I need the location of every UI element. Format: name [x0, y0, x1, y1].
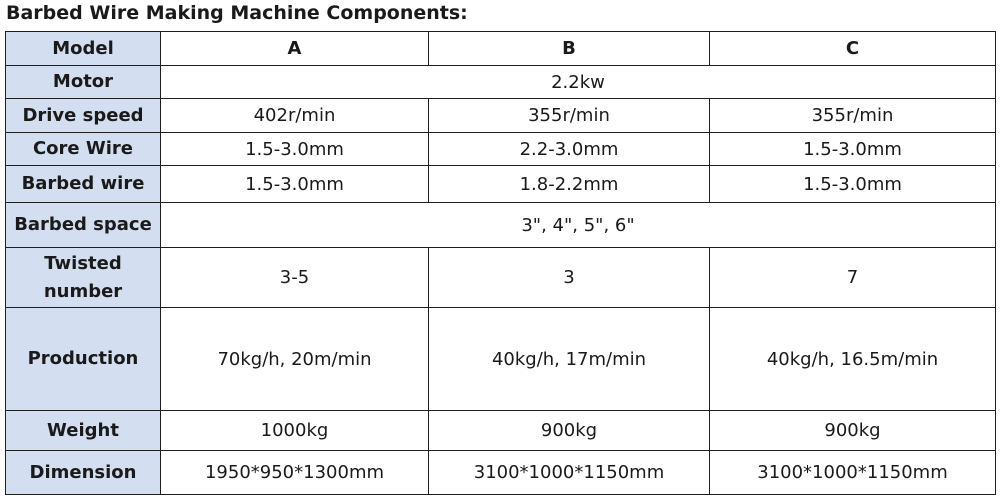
cell-core-wire-c: 1.5-3.0mm [710, 133, 996, 166]
cell-drive-speed-a: 402r/min [161, 99, 429, 133]
cell-production-b: 40kg/h, 17m/min [429, 308, 710, 411]
cell-barbed-wire-a: 1.5-3.0mm [161, 166, 429, 203]
cell-production-c: 40kg/h, 16.5m/min [710, 308, 996, 411]
row-label-model: Model [6, 32, 161, 66]
cell-barbed-wire-b: 1.8-2.2mm [429, 166, 710, 203]
page-title: Barbed Wire Making Machine Components: [6, 2, 468, 24]
cell-twisted-number-b: 3 [429, 248, 710, 308]
table-row-drive-speed [6, 99, 996, 133]
row-label-core-wire: Core Wire [6, 133, 161, 166]
cell-drive-speed-b: 355r/min [429, 99, 710, 133]
table-row-motor [6, 66, 996, 99]
row-label-twisted-number [6, 248, 161, 308]
row-label-production: Production [6, 308, 161, 411]
table-row-twisted-number [6, 248, 996, 308]
cell-twisted-number-a: 3-5 [161, 248, 429, 308]
row-label-drive-speed: Drive speed [6, 99, 161, 133]
table-row-barbed-space [6, 203, 996, 248]
cell-dimension-a: 1950*950*1300mm [161, 451, 429, 495]
table-row-core-wire [6, 133, 996, 166]
cell-drive-speed-c: 355r/min [710, 99, 996, 133]
cell-production-a: 70kg/h, 20m/min [161, 308, 429, 411]
row-label-twisted-line2: number [43, 280, 123, 302]
row-label-motor: Motor [6, 66, 161, 99]
table-row-production [6, 308, 996, 411]
cell-dimension-b: 3100*1000*1150mm [429, 451, 710, 495]
table-row-model [6, 32, 996, 66]
row-label-twisted-line1: Twisted [44, 252, 122, 274]
spec-table [5, 31, 996, 495]
table-row-dimension [6, 451, 996, 495]
column-header-b: B [429, 32, 710, 66]
cell-motor: 2.2kw [161, 66, 996, 99]
table-row-barbed-wire [6, 166, 996, 203]
row-label-weight: Weight [6, 411, 161, 451]
cell-barbed-space: 3", 4", 5", 6" [161, 203, 996, 248]
cell-weight-b: 900kg [429, 411, 710, 451]
row-label-dimension: Dimension [6, 451, 161, 495]
cell-core-wire-b: 2.2-3.0mm [429, 133, 710, 166]
column-header-c: C [710, 32, 996, 66]
cell-barbed-wire-c: 1.5-3.0mm [710, 166, 996, 203]
cell-dimension-c: 3100*1000*1150mm [710, 451, 996, 495]
cell-core-wire-a: 1.5-3.0mm [161, 133, 429, 166]
row-label-barbed-space: Barbed space [6, 203, 161, 248]
cell-twisted-number-c: 7 [710, 248, 996, 308]
cell-weight-c: 900kg [710, 411, 996, 451]
column-header-a: A [161, 32, 429, 66]
cell-weight-a: 1000kg [161, 411, 429, 451]
row-label-barbed-wire: Barbed wire [6, 166, 161, 203]
table-row-weight [6, 411, 996, 451]
